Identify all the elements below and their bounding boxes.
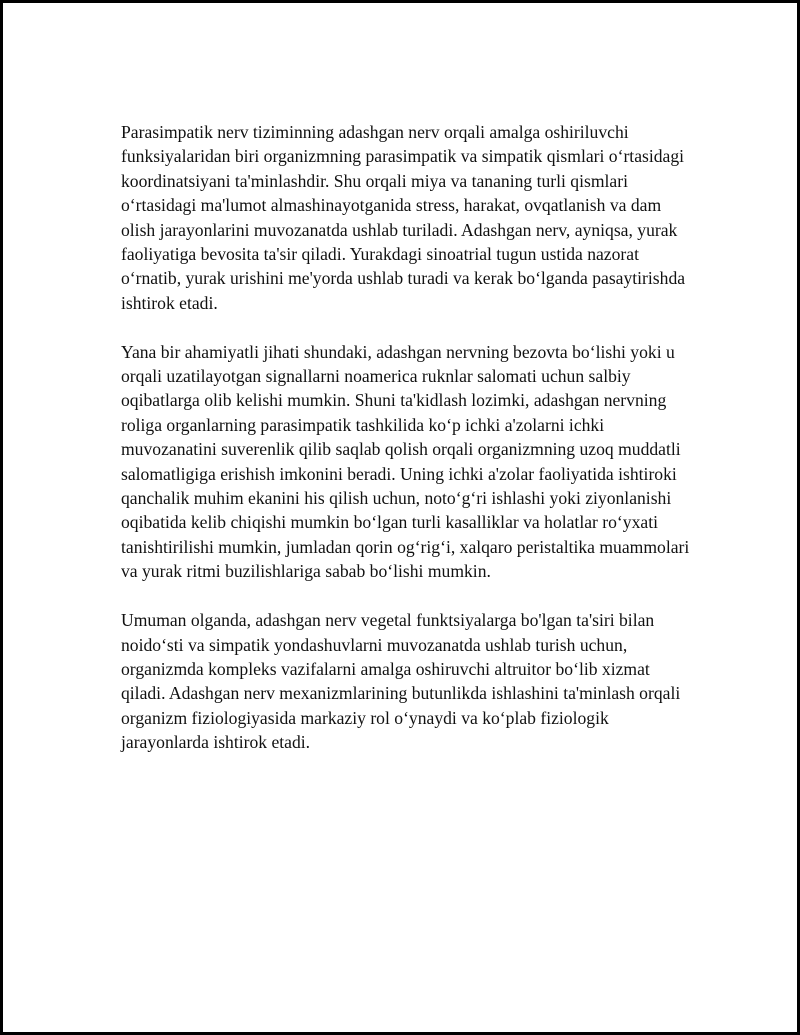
document-body [121, 120, 693, 779]
paragraph-2: Yana bir ahamiyatli jihati shundaki, adashgan nervning bezovta boʻlishi yoki u orqali uzatilayotgan signallarni noamerica ruknlar salomati uchun salbiy oqibatlarga olib kelishi mumkin. Shuni ta'kidlash lozimki, adashgan nervning roliga organlarning parasimpatik tashkilida koʻp ichki a'zolarni ichki muvozanatini suverenlik qilib saqlab qolish orqali organizmning uzoq muddatli salomatligiga erishish imkonini beradi. Uning ichki a'zolar faoliyatida ishtiroki qanchalik muhim ekanini his qilish uchun, notoʻgʻri ishlashi yoki ziyonlanishi oqibatida kelib chiqishi mumkin boʻlgan turli kasalliklar va holatlar roʻyxati tanishtirilishi mumkin, jumladan qorin ogʻrigʻi, xalqaro peristaltika muammolari va yurak ritmi buzilishlariga sabab boʻlishi mumkin. [121, 341, 690, 582]
paragraph-3: Umuman olganda, adashgan nerv vegetal funktsiyalarga bo'lgan ta'siri bilan noidoʻsti va simpatik yondashuvlarni muvozanatda ushlab turish uchun, organizmda kompleks vazifalarni amalga oshiruvchi altruitor boʻlib xizmat qiladi. Adashgan nerv mexanizmlarining butunlikda ishlashini ta'minlash orqali organizm fiziologiyasida markaziy rol oʻynaydi va koʻplab fiziologik jarayonlarda ishtirok etadi. [121, 610, 681, 753]
paragraph-1: Parasimpatik nerv tiziminning adashgan nerv orqali amalga oshiriluvchi funksiyalaridan biri organizmning parasimpatik va simpatik qismlari oʻrtasidagi koordinatsiyani ta'minlashdir. Shu orqali miya va tananing turli qismlari oʻrtasidagi ma'lumot almashinayotganida stress, harakat, ovqatlanish va dam olish jarayonlarini muvozanatda ushlab turiladi. Adashgan nerv, ayniqsa, yurak faoliyatiga bevosita ta'sir qiladi. Yurakdagi sinoatrial tugun ustida nazorat oʻrnatib, yurak urishini me'yorda ushlab turadi va kerak boʻlganda pasaytirishda ishtirok etadi. [121, 122, 686, 313]
